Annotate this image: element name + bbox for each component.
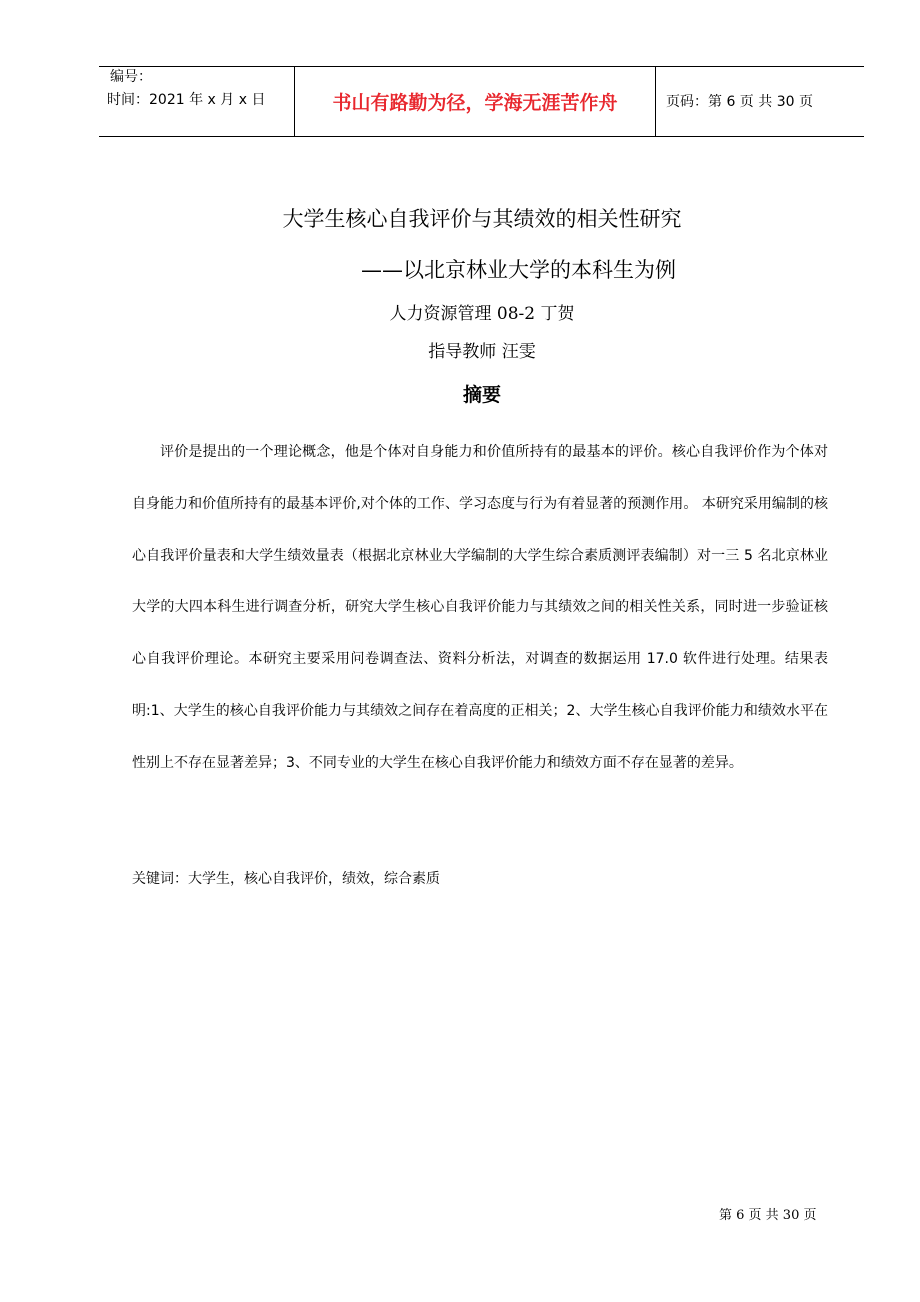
paper-title: 大学生核心自我评价与其绩效的相关性研究	[282, 207, 682, 231]
page-header	[99, 66, 864, 137]
header-info-cell	[99, 67, 295, 136]
abstract-paragraph: 评价是提出的一个理论概念，他是个体对自身能力和价值所持有的最基本的评价。核心自我评价作为个体对自身能力和价值所持有的最基本评价,对个体的工作、学习态度与行为有着显著的预测作用。 本研究采用编制的核心自我评价量表和大学生绩效量表（根据北京林业大学编制的大学生综合素质测评表编制）对一三 5 名北京林业大学的大四本科生进行调查分析，研究大学生核心自我评价能力与其绩效之间的相关性关系，同时进一步验证核心自我评价理论。本研究主要采用问卷调查法、资料分析法，对调查的数据运用 17.0 软件进行处理。结果表明:1、大学生的核心自我评价能力与其绩效之间存在着高度的正相关；2、大学生核心自我评价能力和绩效水平在性别上不存在显著差异；3、不同专业的大学生在核心自我评价能力和绩效方面不存在显著的差异。	[132, 444, 828, 771]
page-footer: 第 6 页 共 30 页	[719, 1208, 817, 1223]
author-line: 人力资源管理 08-2 丁贺	[389, 304, 575, 324]
document-time-label: 时间：2021 年 x 月 x 日	[107, 92, 266, 108]
keywords-line: 关键词：大学生，核心自我评价，绩效，综合素质	[132, 871, 440, 887]
header-motto-cell	[295, 67, 656, 136]
header-motto: 书山有路勤为径，学海无涯苦作舟	[332, 92, 618, 114]
abstract-heading: 摘要	[462, 384, 501, 406]
header-page-number: 页码：第 6 页 共 30 页	[666, 94, 813, 110]
header-page-cell	[656, 67, 864, 136]
document-number-label: 编号：	[110, 69, 152, 85]
paper-subtitle: ——以北京林业大学的本科生为例	[361, 258, 676, 282]
advisor-line: 指导教师 汪雯	[428, 342, 536, 362]
